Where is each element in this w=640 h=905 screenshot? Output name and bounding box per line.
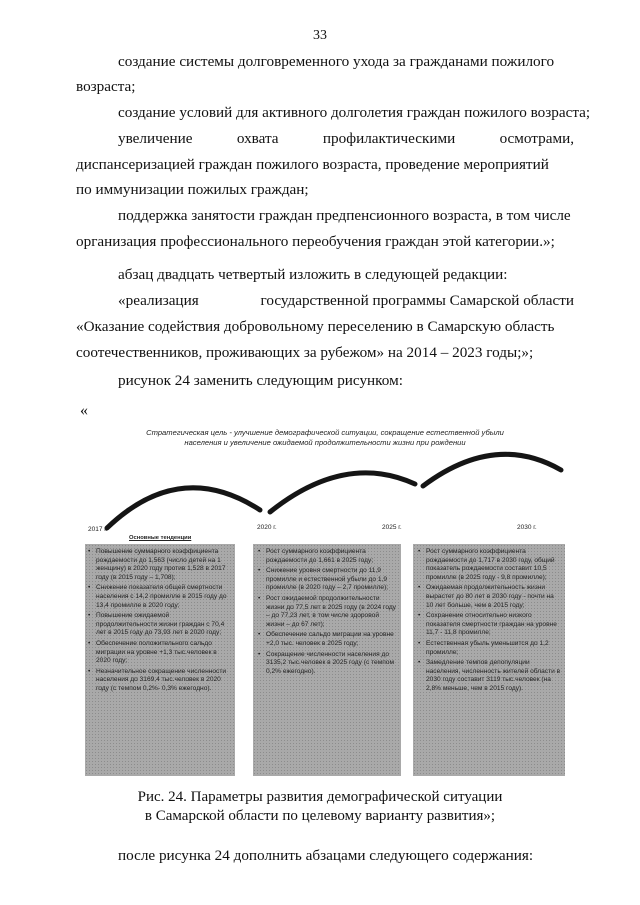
list-item: • Обеспечение сальдо миграции на уровне +2,0 тыс. человек в 2025 году; [266,631,397,648]
tendencies-label: Основные тенденции [129,535,192,541]
list-item: • Ожидаемая продолжительность жизни вырастет до 80 лет в 2030 году - почти на 10 лет больше, чем в 2015 году; [426,584,561,610]
paragraph-justified-line [118,292,574,310]
tendency-column-2020 [87,548,231,696]
list-item: • Естественная убыль уменьшится до 1,2 промилле; [426,640,561,657]
page-number: 33 [313,28,327,43]
word: государственной программы Самарской области [260,292,574,309]
list-item: • Сохранение относительно низкого показателя смертности граждан на уровне 11,7 - 11,8 промилле; [426,612,561,638]
arc-2025-2030 [423,454,561,486]
year-label: 2030 г. [517,524,537,531]
word: «реализация [118,292,199,309]
tendency-column-2030 [417,548,561,696]
list-item: • Замедление темпов депопуляции населения, численность жителей области в 2030 году составит 3119 тыс.человек (на 2,8% меньше, чем в 2015 году). [426,659,561,693]
figure-caption-line: в Самарской области по целевому варианту развития»; [144,808,496,824]
paragraph-line: рисунок 24 заменить следующим рисунком: [118,372,403,389]
list-item: • Повышение ожидаемой продолжительности жизни граждан с 70,4 лет в 2015 году до 73,93 лет в 2020 году; [96,612,231,638]
figure-title-line: населения и увеличение ожидаемой продолжительности жизни при рождении [184,438,466,447]
year-label: 2020 г. [257,524,277,531]
list-item: • Снижение показателя общей смертности населения с 14,2 промилле в 2015 году до 13,4 промилле в 2020 году; [96,584,231,610]
tendency-column-2025 [257,548,397,678]
word: увеличение [118,130,193,147]
paragraph-line: организация профессионального переобучения граждан этой категории.»; [76,233,555,250]
figure-title-line: Стратегическая цель - улучшение демографической ситуации, сокращение естественной убыли [146,428,504,437]
arc-2017-2020 [107,488,260,528]
figure-caption-line: Рис. 24. Параметры развития демографической ситуации [137,789,503,805]
paragraph-line: возраста; [76,78,136,95]
list-item: • Рост суммарного коэффициента рождаемости до 1,717 в 2030 году, общий показатель рождаемости составит 10,5 промилле (в 2025 году - 9,8 промилле); [426,548,561,582]
paragraph-line: создание системы долговременного ухода за гражданами пожилого [118,53,555,70]
paragraph-line: создание условий для активного долголетия граждан пожилого возраста; [118,104,591,121]
list-item: • Снижение уровня смертности до 11,9 промилле и естественной убыли до 1,9 промилле (в 2020 году – 2,7 промилле); [266,567,397,593]
paragraph-line: по иммунизации пожилых граждан; [76,181,309,198]
paragraph-line: после рисунка 24 дополнить абзацами следующего содержания: [118,847,534,864]
list-item: • Рост ожидаемой продолжительности жизни до 77,5 лет в 2025 году (в 2024 году – до 77,23 лет, в том числе здоровой жизни – до 67 лет); [266,595,397,629]
list-item: • Незначительное сокращение численности населения до 3169,4 тыс.человек в 2020 году (с темпом 0,2%- 0,3% ежегодно). [96,668,231,694]
paragraph-line: соотечественников, проживающих за рубежом» на 2014 – 2023 годы;»; [76,344,534,361]
list-item: • Сокращение численности населения до 3135,2 тыс.человек в 2025 году (с темпом 0,2% ежегодно). [266,651,397,677]
opening-quote: « [80,402,88,419]
word: осмотрами, [499,130,574,147]
list-item: • Рост суммарного коэффициента рождаемости до 1,661 в 2025 году; [266,548,397,565]
word: профилактическими [322,130,456,147]
paragraph-line: диспансеризацией граждан пожилого возраста, проведение мероприятий [76,156,549,173]
year-label: 2025 г. [382,524,402,531]
paragraph-line: «Оказание содействия добровольному переселению в Самарскую область [76,318,555,335]
growth-arcs [85,428,565,538]
figure-24 [85,428,565,774]
year-label: 2017 г. [88,526,108,533]
word: охвата [236,130,279,147]
paragraph-line: поддержка занятости граждан предпенсионного возраста, в том числе [118,207,571,224]
paragraph-justified-line [118,130,574,148]
list-item: • Повышение суммарного коэффициента рождаемости до 1,563 (число детей на 1 женщину) в 2020 году против 1,528 в 2017 году (в 2015 году – 1,708); [96,548,231,582]
arc-2020-2025 [270,473,415,512]
list-item: • Обеспечение положительного сальдо миграции на уровне +1,3 тыс.человек в 2020 году; [96,640,231,666]
paragraph-line: абзац двадцать четвертый изложить в следующей редакции: [118,266,508,283]
